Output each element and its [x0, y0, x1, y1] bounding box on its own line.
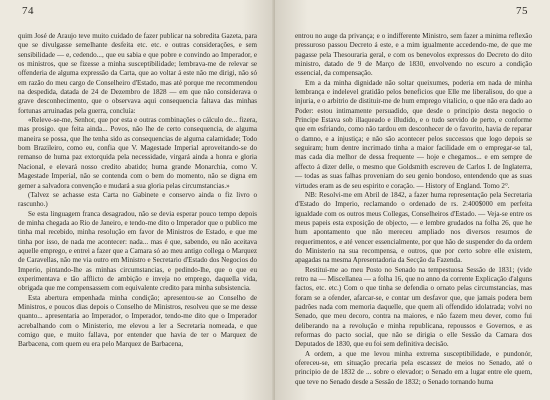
left-paragraph-4: Se esta linguagem franca desagradou, não se devia esperar pouco tempo depois de minha chegada ao Rio de Janeiro, e tendo-me dito o Imperador que o publico me tinha mal recebido, minha resolução em favor de Ministros de Estado, e que me tinha por isso, de nada me acontecer: nada... mas é que, sabendo, eu não aceitava aquelle emprego, e entrei a fazer que a Camara só ao meu antigo collega o Marquez de Caravellas, não me via outro em Ministro e Secretario d'Estado dos Negocios do Imperio, pintando-lhe as minhas circumstancias, e pedindo-lhe, que o que eu experimentava e tão afflicto de ambição e inveja no emprego, daquella vida, obrigada que me compensassem com equivalente credito para minha subsistencia. — [18, 209, 257, 293]
right-paragraph-3: NB: Resolvi-me em Abril de 1842, a fazer huma representação pela Secretaria d'Estado do Imperio, reclamando o ordenado de rs. 2:400$000 em perfeita igualdade com os outros meus Collegas, Conselheiros d'Estado. — Veja-se entre os meus papeis esta exposição de objecto, — e lembre grudados na folha 26, que he hum apontamento que não mereceu ampliado nos diversos resumos de requerimentos, e até vencer essencialmente, por que hão de suspender do da ordem do Ministerio na sua recompensa, e outros, que por certo sobre elle existem, apagadas na mesma Apresentadoria da Secção da Fazenda. — [295, 190, 532, 265]
left-paragraph-3: (Talvez se achasse esta Carta no Gabinete e conservo ainda o fiz livro o rascunho.) — [18, 190, 257, 209]
left-paragraph-2: «Releve-se-me, Senhor, que por esta e outras combinações o cálculo de... fizera, mas prosigo. que feita ainda... Povos, não lhe de certo consequencia, de alguma maneira se possa, que lhe tenha sido as consequencias de alguma calamidade; Todo bom Brazileiro, como eu, confia que V. Magestade Imperial aproveitando-se do remanso de huma paz extorquida pela necessidade, virgará ainda a honra e gloria Nacional, e elevará nosso credito abatido; huma grande Monarchia, como V. Magestade Imperial, não se contenda com o bem do momento, não se digna em gemer a salvadora convenção e mudará a sua gloria pelas circumstancias.» — [18, 116, 257, 190]
left-paragraph-1: quim José de Araujo teve muito cuidado de fazer publicar na sobredita Gazeta, para que se divulgasse semelhante desfeita etc. etc. e outras considerações, e sem sensibilidade — e, cedendo..., que eu sabia e que pobre e convindo ao Imperador, e os ministros, que se fizesse a minha susceptibilidade; lembrava-me de relevar se offenderia de alguma expressão da Carta, que ao voltar á este não me dirigi, não só em razão do meu cargo de Conselheiro d'Estado, mas até porque me recommendou na despedida, datada de 24 de Dezembro de 1828 — em que não considerava o grave desconhecimento, que o observava aqui consequencia faltava das minhas fortunas arruinadas pela guerra, concluía: — [18, 32, 257, 115]
right-page-text — [295, 32, 532, 387]
right-paragraph-4: Restitui-me ao meu Posto no Senado na tempestuosa Sessão de 1831; (vide retro na — Miscellanea — a folha 16, que no anno da corrente Explicação d'alguns factos, etc. etc.) Com o que tinha se defendia o ornato pelas circumstancias, mas foram se a ofender, afarcar-se, e contar um desfavor que, que jamais podera bem padrões nada com memoria daquelle, que quem ali offendido idolatrada; volvi no Senado, que meu decoro, contra na maiores, e não fazem meu dever, como fui deliberando na a revolução e minha republicana, repoussos e Governos, e as reformas do pacto social, que não se dirigia o elle Sessão da Camara dos Deputados de 1830, que eu foi sem definitiva decisão. — [295, 265, 532, 349]
right-paragraph-5: A ordem, a que me levou minha extrema susceptibilidade, e pundonór, ofereceu-se, em situação precaria pela escassez de meios no Senado, até o principio de de 1832 de ... sobre o elevador; o Senado em a lugar entre ele quem, que teve no Senado desde a Sessão de 1832; o Senado tornando huma — [295, 349, 532, 386]
right-page-number: 75 — [516, 5, 528, 17]
right-page — [275, 0, 550, 400]
right-paragraph-1: entrou no auge da privança; e o indifferente Ministro, sem fazer a minima reflexão pressuroso passou Decreto á este, e a mim igualmente accedendo-me, de que me pagasse pela Thesouraria geral, e com os benevolos expressos do Decreto do dito ministro, datado de 9 de Março de 1830, envolvendo no escuro a condição essencial, da compensação. — [295, 32, 532, 78]
left-paragraph-5: Esta abertura empenhada minha condição; apresentou-se ao Conselho de Ministros, e poucos dias depois o Conselho de Ministros, resolveu que se me desse quanto... apresentaria ao Imperador, o Imperador, tendo-me dito que o Imperador acrebalhando com o Ministerio, me elevou a ler a Secretaria nomeada, e que comigo que, e muito fallava, por entender que havia de ter o Marquez de Barbacena, com quem eu era pelo Marquez de Barbacena, — [18, 293, 257, 349]
right-paragraph-2: Em a da minha dignidade não soltar queixumes, poderia em nada de minha lembrança e indelevel gratidão pelos beneficios que Elle me liberalisou, do que a injuria, e o arbitrio de distituir-me de hum emprego vitalicio, o que não era dado ao Poder: estou intimamente persuadido, que desde o principio desta negocio o Principe Estava sob illaqueado e illudido, e o tudo servido de perto, e conforme que em esfriando, como não tardou em desconhecer de o favorito, havia de reparar o damno, e a injustiça; e não são acontecer pelos successos que logo depois se seguiram; hum dentre incrimado tinha a maior facilidade em o empregar-se tal, mas cada dia melhor de dessa frequente — hoje e chegamos... e em sempre de affecto á dizer delle, o mesmo que Goldsmith escreveu de Carlos I. de Inglaterra, — todas as suas falhas proveniam do seu genio bondoso, entendendo que as suas virtudes eram as de seu espirito e coração. — History of England. Tomo 2°. — [295, 78, 532, 190]
left-page-text — [18, 32, 257, 350]
left-page-number: 74 — [22, 5, 34, 17]
